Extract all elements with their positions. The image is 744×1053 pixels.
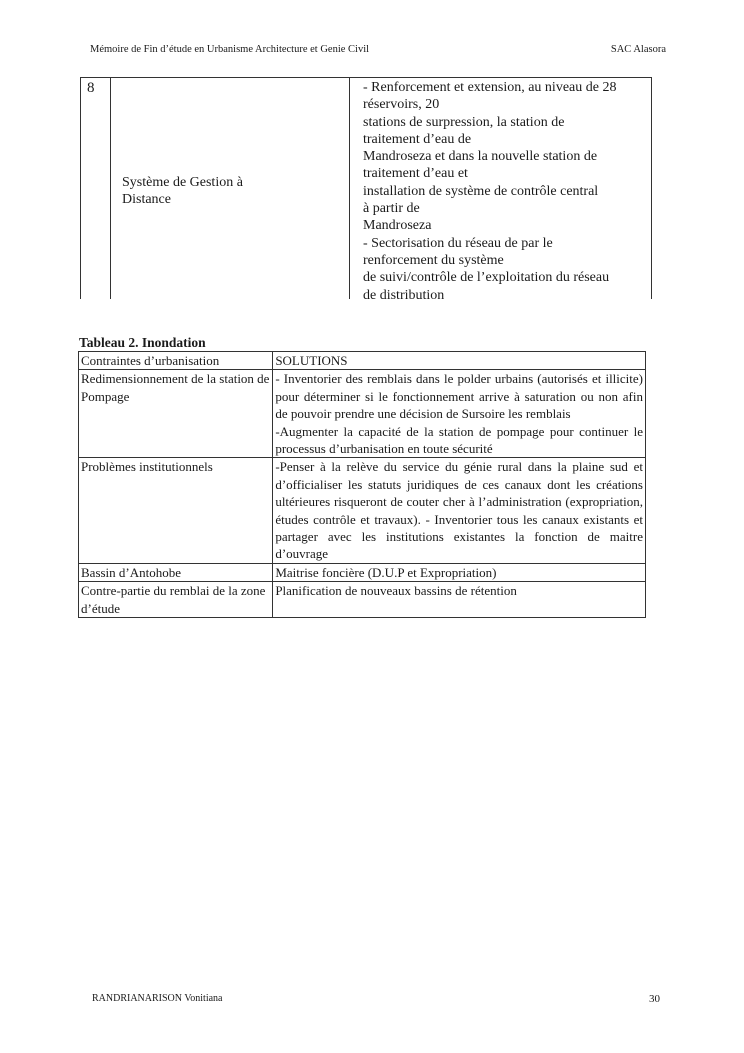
running-header-right: SAC Alasora xyxy=(610,44,666,55)
table-border-col2 xyxy=(349,77,350,299)
header-solutions: SOLUTIONS xyxy=(273,352,646,370)
constraint-cell: Redimensionnement de la station de Pompage xyxy=(79,370,273,458)
footer-author: RANDRIANARISON Vonitiana xyxy=(92,993,223,1004)
solution-cell: Maitrise foncière (D.U.P et Expropriation) xyxy=(273,563,646,581)
row-number: 8 xyxy=(87,80,95,96)
table-top-border xyxy=(80,77,652,78)
table-border-col1 xyxy=(110,77,111,299)
table-row xyxy=(79,370,646,458)
description-line: Mandroseza xyxy=(363,218,432,234)
solution-cell: Planification de nouveaux bassins de rétention xyxy=(273,582,646,618)
page-number: 30 xyxy=(649,993,660,1005)
header-constraints: Contraintes d’urbanisation xyxy=(79,352,273,370)
system-description xyxy=(363,79,649,304)
constraint-cell: Bassin d’Antohobe xyxy=(79,563,273,581)
description-line: - Sectorisation du réseau de par le xyxy=(363,235,553,251)
constraint-cell: Contre-partie du remblai de la zone d’étude xyxy=(79,582,273,618)
inondation-table xyxy=(78,351,646,618)
description-line: à partir de xyxy=(363,201,420,217)
description-line: de suivi/contrôle de l’exploitation du réseau xyxy=(363,270,610,286)
description-line: - Renforcement et extension, au niveau de 28 xyxy=(363,80,617,95)
description-line: Mandroseza et dans la nouvelle station de xyxy=(363,149,598,165)
table-title: Tableau 2. Inondation xyxy=(79,335,206,350)
description-line: renforcement du système xyxy=(363,252,504,268)
table-row xyxy=(79,458,646,563)
table-row xyxy=(79,582,646,618)
table-header-row xyxy=(79,352,646,370)
description-line: traitement d’eau de xyxy=(363,131,472,147)
table-border-right xyxy=(651,77,652,299)
description-line: traitement d’eau et xyxy=(363,166,468,182)
description-line: de distribution xyxy=(363,287,445,303)
description-line: stations de surpression, la station de xyxy=(363,114,565,130)
table-fragment-systems xyxy=(80,77,652,303)
system-label: Système de Gestion à Distance xyxy=(122,175,243,207)
table-row xyxy=(79,563,646,581)
description-line: réservoirs, 20 xyxy=(363,97,440,113)
solution-cell: -Penser à la relève du service du génie rural dans la plaine sud et d’officialiser les statuts juridiques de ces canaux dont les créations ultérieures risqueront de couter cher à l’administration (expropriation, études contrôle et travaux). - Inventorier tous les canaux existants et partager avec les institutions existantes la fonction de maitre d’ouvrage xyxy=(273,458,646,563)
solution-cell: - Inventorier des remblais dans le polder urbains (autorisés et illicite) pour déterminer si le fonctionnement arrive à saturation ou non afin de pouvoir prendre une décision de Sursoire les remblais -Augmenter la capacité de la station de pompage pour continuer le processus d’urbanisation en toute sécurité xyxy=(273,370,646,458)
description-line: installation de système de contrôle central xyxy=(363,183,599,199)
running-header-left: Mémoire de Fin d’étude en Urbanisme Architecture et Genie Civil xyxy=(90,44,370,55)
table-border-left xyxy=(80,77,81,299)
constraint-cell: Problèmes institutionnels xyxy=(79,458,273,563)
